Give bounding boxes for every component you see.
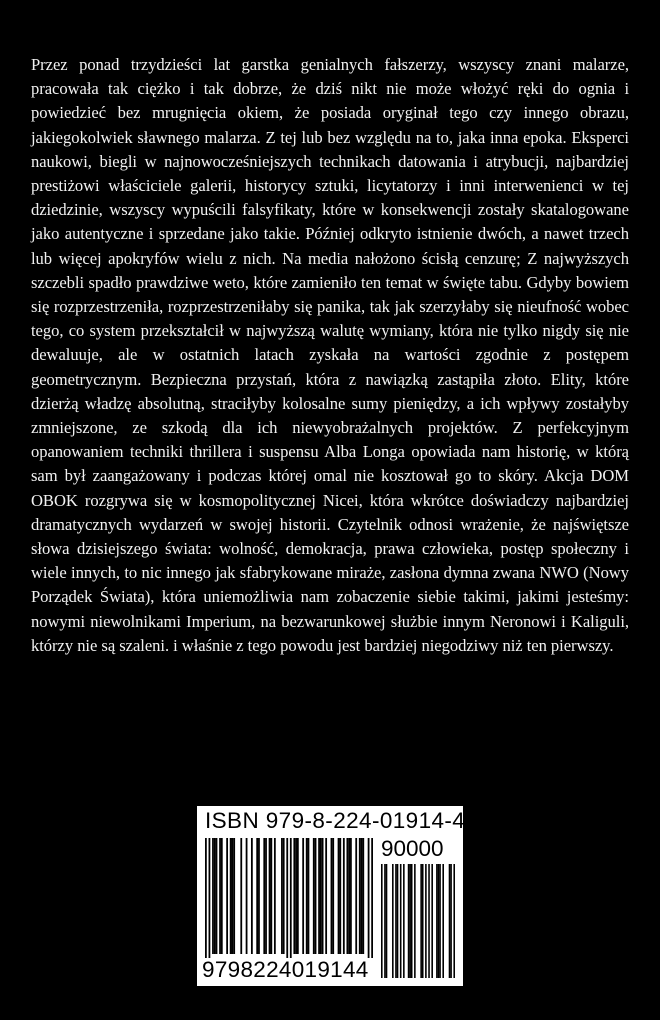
back-cover-blurb: Przez ponad trzydzieści lat garstka genialnych fałszerzy, wszyscy znani malarze, pracowała tak ciężko i tak dobrze, że dziś nikt nie może włożyć ręki do ognia i powiedzieć bez mrugnięcia okiem, że posiada oryginał tego czy innego obrazu, jakiegokolwiek sławnego malarza. Z tej lub bez względu na to, jaka inna epoka. Eksperci naukowi, biegli w najnowocześniejszych technikach datowania i atrybucji, najbardziej prestiżowi właściciele galerii, historycy sztuki, licytatorzy i inni interwenienci w tej dziedzinie, wszyscy wypuścili falsyfikaty, które w konsekwencji zostały skatalogowane jako autentyczne i sprzedane jako takie. Później odkryto istnienie dwóch, a nawet trzech lub więcej apokryfów wielu z nich. Na media nałożono ścisłą cenzurę; Z najwyższych szczebli spadło prawdziwe weto, które zamieniło ten temat w święte tabu. Gdyby bowiem się rozprzestrzeniła, rozprzestrzeniłaby się panika, tak jak szerzyłaby się nieufność wobec tego, co system przekształcił w najwyższą walutę wymiany, która nie tylko nigdy się nie dewaluuje, ale w ostatnich latach zyskała na wartości zgodnie z postępem geometrycznym. Bezpieczna przystań, która z nawiązką zastąpiła złoto. Elity, które dzierżą władzę absolutną, straciłyby kolosalne sumy pieniędzy, a ich wpływy zostałyby zmniejszone, ze szkodą dla ich niewyobrażalnych projektów. Z perfekcyjnym opanowaniem techniki thrillera i suspensu Alba Longa opowiada nam historię, w którą sam był zaangażowany i podczas której omal nie kosztował go to skóry. Akcja DOM OBOK rozgrywa się w kosmopolitycznej Nicei, która wkrótce doświadczy najbardziej dramatycznych wydarzeń w swojej historii. Czytelnik odnosi wrażenie, że najświętsze słowa dzisiejszego świata: wolność, demokracja, prawa człowieka, postęp społeczny i wiele innych, to nic innego jak sfabrykowane miraże, zasłona dymna zwana NWO (Nowy Porządek Świata), która uniemożliwia nam zobaczenie siebie takimi, jakimi jesteśmy: nowymi niewolnikami Imperium, na bezwarunkowej służbie innym Neronowi i Kaliguli, którzy nie są szaleni. i właśnie z tego powodu jest bardziej niegodziwy niż ten pierwszy. bbox=[31, 55, 629, 655]
barcode-bar bbox=[205, 838, 207, 958]
barcode-bar bbox=[371, 838, 373, 958]
barcode-bar bbox=[442, 864, 444, 978]
barcode-bar bbox=[395, 864, 397, 978]
price-code: 90000 bbox=[381, 836, 444, 861]
barcode-bar bbox=[368, 838, 370, 958]
barcode-bar bbox=[290, 838, 292, 958]
barcode-bar bbox=[348, 838, 350, 954]
barcode-bar bbox=[350, 838, 352, 954]
barcode-bar bbox=[359, 838, 361, 954]
barcode-bar bbox=[339, 838, 341, 954]
barcode-bar bbox=[221, 838, 223, 954]
barcode-bar bbox=[411, 864, 413, 978]
barcode-bar bbox=[265, 838, 267, 954]
barcode-bar bbox=[226, 838, 228, 954]
barcode-bar bbox=[431, 864, 433, 978]
barcode-bar bbox=[449, 864, 451, 978]
barcode-bar bbox=[425, 864, 427, 978]
barcode-bar bbox=[332, 838, 334, 954]
barcode-bar bbox=[422, 864, 424, 978]
barcode-bar bbox=[232, 838, 234, 954]
barcode-bar bbox=[318, 838, 320, 954]
barcode-bar bbox=[386, 864, 388, 978]
barcode-bar bbox=[263, 838, 265, 954]
barcode-bar bbox=[428, 864, 430, 978]
barcode-bar bbox=[216, 838, 218, 954]
barcode-bar bbox=[320, 838, 322, 954]
ean13-bars bbox=[205, 838, 373, 958]
barcode-bar bbox=[331, 838, 333, 954]
barcode-bar bbox=[306, 838, 308, 954]
barcode-bar bbox=[381, 864, 383, 978]
barcode-bar bbox=[453, 864, 455, 978]
barcode-bar bbox=[274, 838, 276, 954]
barcode-bar bbox=[450, 864, 452, 978]
barcode-bar bbox=[420, 864, 422, 978]
barcode-bar bbox=[361, 838, 363, 954]
barcode-bar bbox=[297, 838, 299, 954]
barcode-bar bbox=[343, 838, 345, 954]
barcode-bar bbox=[436, 864, 438, 978]
addon-bars bbox=[381, 864, 455, 978]
barcode-bar bbox=[302, 838, 304, 954]
barcode-bar bbox=[384, 864, 386, 978]
isbn-barcode bbox=[197, 806, 466, 986]
barcode-bar bbox=[355, 838, 357, 954]
barcode-bar bbox=[392, 864, 394, 978]
barcode-bar bbox=[230, 838, 232, 954]
barcode-bar bbox=[322, 838, 324, 954]
barcode-bar bbox=[409, 864, 411, 978]
barcode-bar bbox=[408, 864, 410, 978]
barcode-bar bbox=[286, 838, 288, 958]
ean-digits: 9798224019144 bbox=[202, 957, 369, 982]
barcode-bar bbox=[209, 838, 211, 958]
barcode-bar bbox=[315, 838, 317, 954]
barcode-bar bbox=[269, 838, 271, 954]
barcode-bar bbox=[281, 838, 283, 954]
barcode-bar bbox=[233, 838, 235, 954]
barcode-bar bbox=[400, 864, 402, 978]
barcode-bar bbox=[397, 864, 399, 978]
barcode-bar bbox=[219, 838, 221, 954]
barcode-bar bbox=[240, 838, 242, 954]
barcode-bar bbox=[212, 838, 214, 954]
barcode-bar bbox=[214, 838, 216, 954]
barcode-bar bbox=[439, 864, 441, 978]
barcode-bar bbox=[270, 838, 272, 954]
barcode-bar bbox=[256, 838, 258, 954]
barcode-bar bbox=[313, 838, 315, 954]
barcode-bar bbox=[283, 838, 285, 954]
barcode-bar bbox=[258, 838, 260, 954]
barcode-bar bbox=[362, 838, 364, 954]
barcode-bar bbox=[293, 838, 295, 954]
barcode-bar bbox=[338, 838, 340, 954]
barcode-bar bbox=[308, 838, 310, 954]
isbn-label: ISBN 979-8-224-01914-4 bbox=[205, 808, 466, 833]
barcode-bar bbox=[246, 838, 248, 954]
barcode-bar bbox=[346, 838, 348, 954]
barcode-bar bbox=[403, 864, 405, 978]
barcode-bar bbox=[295, 838, 297, 954]
barcode-bar bbox=[325, 838, 327, 954]
barcode-bar bbox=[414, 864, 416, 978]
barcode-bar bbox=[251, 838, 253, 954]
barcode-bar bbox=[438, 864, 440, 978]
